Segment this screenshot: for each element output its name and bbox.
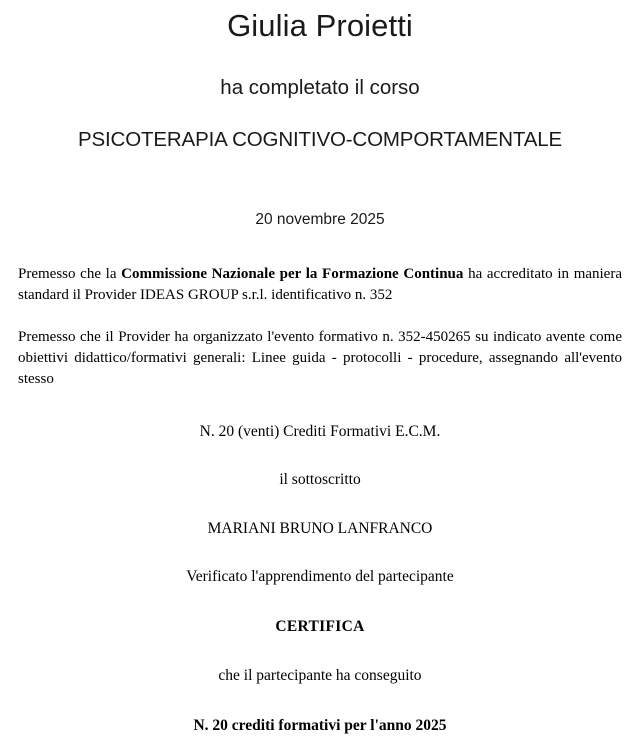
learning-verified-line: Verificato l'apprendimento del partecipante — [186, 568, 454, 585]
accreditation-prefix: Premesso che la — [18, 266, 122, 282]
participant-name: Giulia Proietti — [227, 8, 413, 43]
commission-name: Commissione Nazionale per la Formazione Continua — [121, 266, 464, 282]
course-title: PSICOTERAPIA COGNITIVO-COMPORTAMENTALE — [77, 128, 563, 151]
completed-course-label: ha completato il corso — [220, 76, 420, 99]
achieved-label: che il partecipante ha conseguito — [218, 667, 422, 684]
certifies-heading: CERTIFICA — [275, 618, 365, 635]
certificate-body — [18, 230, 622, 736]
undersigned-label: il sottoscritto — [279, 471, 361, 488]
signer-name: MARIANI BRUNO LANFRANCO — [207, 520, 433, 537]
final-credits-line: N. 20 crediti formativi per l'anno 2025 — [193, 717, 447, 734]
issue-date: 20 novembre 2025 — [255, 211, 385, 228]
accreditation-paragraph — [18, 230, 622, 306]
accreditation-suffix: ha accreditato in maniera standard il Provider IDEAS GROUP s.r.l. identificativo n. 352 — [18, 266, 622, 303]
event-paragraph: Premesso che il Provider ha organizzato l'evento formativo n. 352-450265 su indicato avente come obiettivi didattico/formativi generali: Linee guida - protocolli - procedure, assegnando all'evento stesso — [18, 329, 622, 387]
credits-assigned-line: N. 20 (venti) Crediti Formativi E.C.M. — [199, 423, 441, 440]
